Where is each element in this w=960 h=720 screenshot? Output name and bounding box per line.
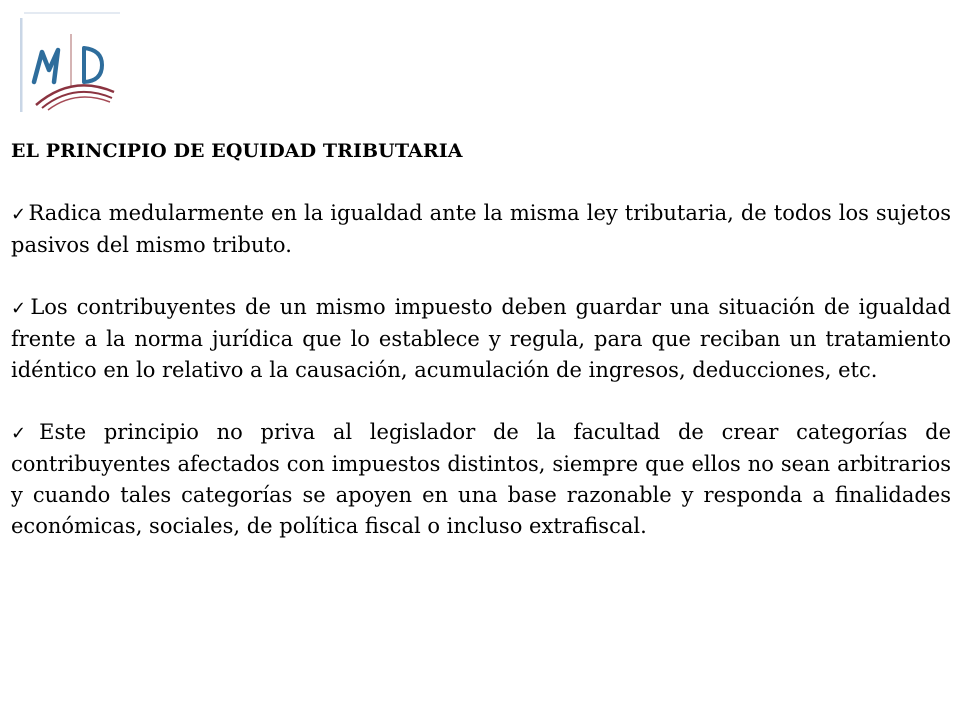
document-title: EL PRINCIPIO DE EQUIDAD TRIBUTARIA [11,140,463,162]
checkmark-icon: ✓ [11,298,29,319]
bullet-item [11,417,951,542]
checkmark-icon: ✓ [11,423,38,444]
checkmark-icon: ✓ [11,204,27,225]
bullet-item [11,198,951,261]
logo-graphic [20,12,122,116]
bullet-text: Este principio no priva al legislador de la facultad de crear categorías de contribuyentes afectados con impuestos distintos, siempre que ellos no sean arbitrarios y cuando tales categorías se apoyen en una base razonable y responda a finalidades económicas, sociales, de política fiscal o incluso extrafiscal. [11,420,951,538]
logo [20,12,122,116]
document-body [11,138,951,573]
bullet-text: Radica medularmente en la igualdad ante la misma ley tributaria, de todos los sujetos pasivos del mismo tributo. [11,201,951,257]
bullet-text: Los contribuyentes de un mismo impuesto deben guardar una situación de igualdad frente a la norma jurídica que lo establece y regula, para que reciban un tratamiento idéntico en lo relativo a la causación, acumulación de ingresos, deducciones, etc. [11,295,951,382]
bullet-item [11,292,951,386]
